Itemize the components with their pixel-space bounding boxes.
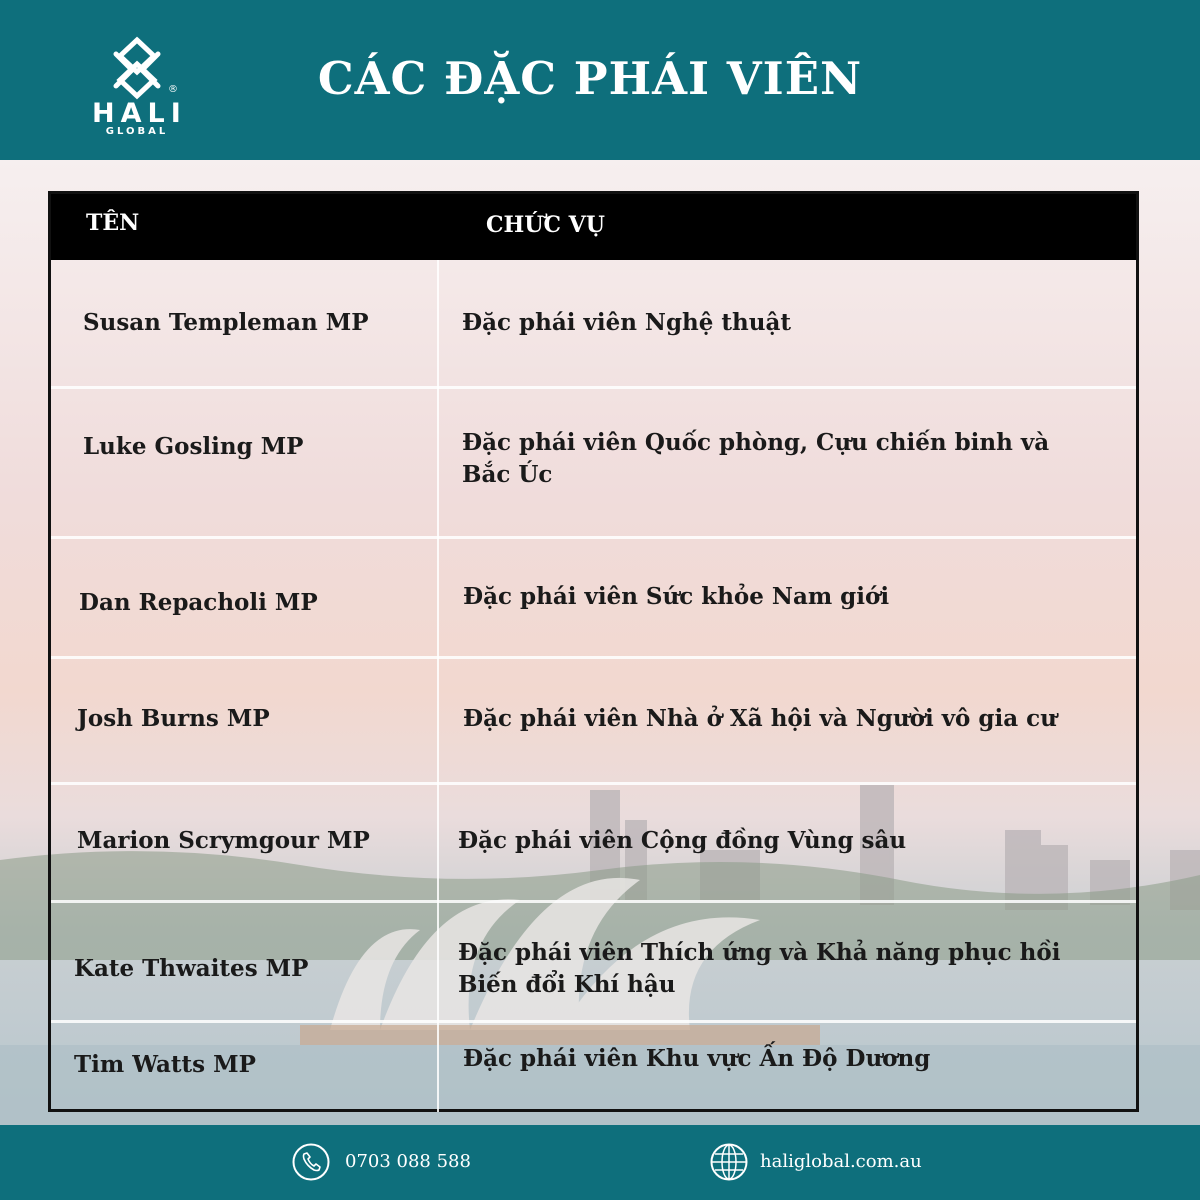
row-role: Đặc phái viên Khu vực Ấn Độ Dương: [463, 1045, 931, 1072]
envoys-table: [48, 191, 1139, 1112]
row-name: Susan Templeman MP: [83, 309, 369, 336]
registered-mark: ®: [168, 84, 178, 95]
logo-subtitle: GLOBAL: [105, 126, 169, 137]
row-role: Đặc phái viên Quốc phòng, Cựu chiến binh và Bắc Úc: [462, 429, 1050, 488]
page-footer: [0, 1125, 1200, 1200]
row-name: Marion Scrymgour MP: [77, 827, 370, 854]
row-role: Đặc phái viên Cộng đồng Vùng sâu: [458, 827, 907, 854]
row-role: Đặc phái viên Nghệ thuật: [462, 309, 791, 336]
page-title: CÁC ĐẶC PHÁI VIÊN: [317, 52, 863, 105]
hali-global-logo: [92, 32, 192, 142]
knot-logo-icon: [102, 36, 172, 100]
table-row: [51, 1020, 1136, 1112]
row-role: Đặc phái viên Sức khỏe Nam giới: [463, 583, 890, 610]
column-header-name: TÊN: [86, 210, 140, 236]
table-row: [51, 260, 1136, 388]
table-row: [51, 656, 1136, 782]
row-name: Josh Burns MP: [77, 705, 270, 732]
row-role: Đặc phái viên Nhà ở Xã hội và Người vô gia cư: [463, 705, 1057, 732]
row-name: Tim Watts MP: [74, 1051, 256, 1078]
globe-icon: [710, 1143, 748, 1181]
row-role: Đặc phái viên Thích ứng và Khả năng phục hồi Biến đổi Khí hậu: [458, 939, 1061, 998]
table-row: [51, 386, 1136, 536]
row-name: Luke Gosling MP: [83, 433, 304, 460]
table-header: [51, 194, 1136, 260]
website-link[interactable]: haliglobal.com.au: [760, 1151, 922, 1172]
table-row: [51, 782, 1136, 900]
table-row: [51, 536, 1136, 656]
row-name: Dan Repacholi MP: [79, 589, 318, 616]
table-row: [51, 900, 1136, 1020]
phone-number-link[interactable]: 0703 088 588: [345, 1151, 471, 1172]
column-header-role: CHỨC VỤ: [486, 212, 605, 238]
phone-icon: [292, 1143, 330, 1181]
logo-wordmark: HALI: [92, 98, 187, 129]
row-name: Kate Thwaites MP: [74, 955, 309, 982]
page-header: [0, 0, 1200, 160]
